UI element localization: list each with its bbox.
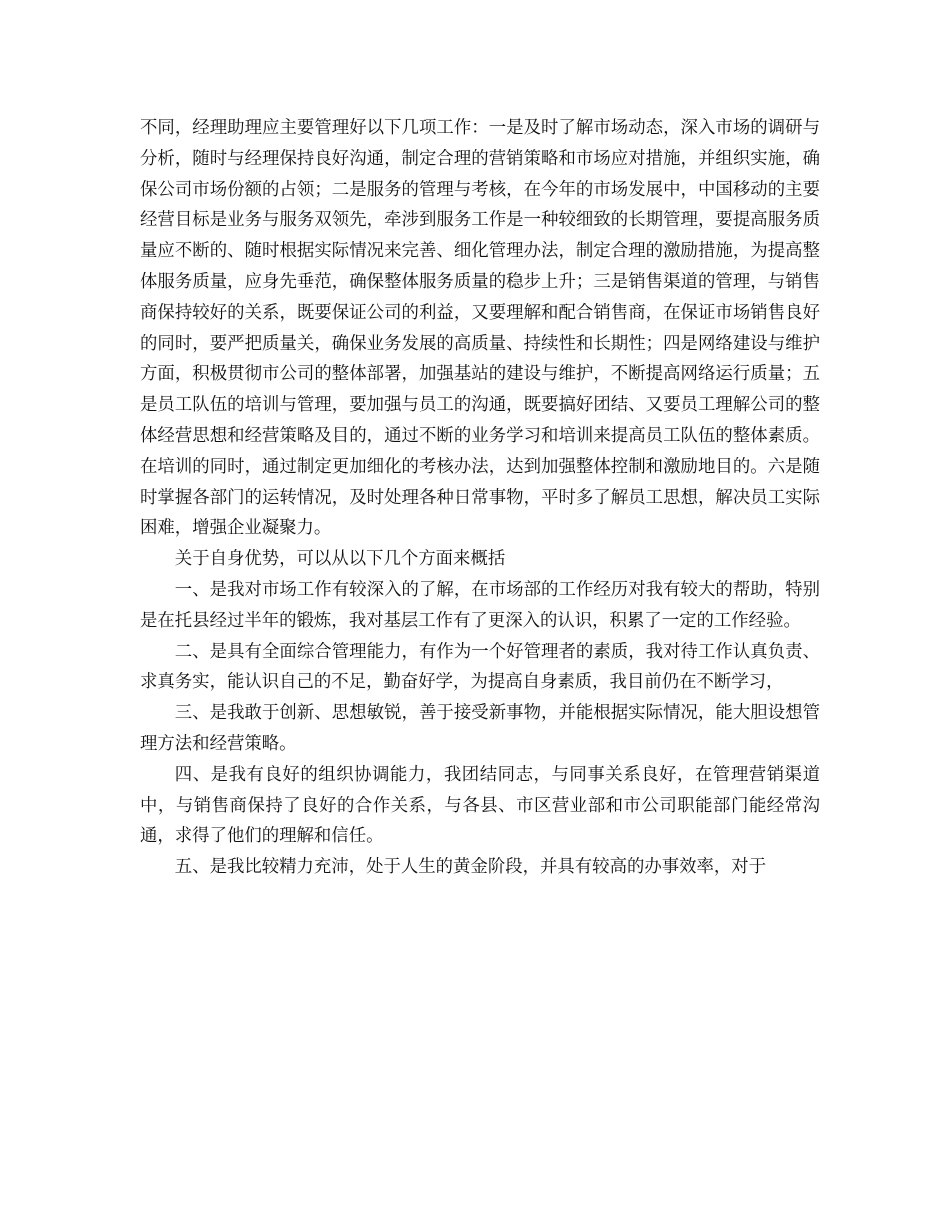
document-body bbox=[140, 113, 820, 883]
paragraph-self-advantages-intro: 关于自身优势，可以从以下几个方面来概括 bbox=[174, 549, 506, 570]
paragraph-advantage-3: 三、是我敢于创新、思想敏锐，善于接受新事物，并能根据实际情况，能大胆设想管理方法和经营策略。 bbox=[140, 703, 820, 754]
paragraph-advantage-4: 四、是我有良好的组织协调能力，我团结同志，与同事关系良好，在管理营销渠道中，与销售商保持了良好的合作关系，与各县、市区营业部和市公司职能部门能经常沟通，求得了他们的理解和信任。 bbox=[140, 764, 820, 847]
paragraph-advantage-5: 五、是我比较精力充沛，处于人生的黄金阶段，并具有较高的办事效率，对于 bbox=[174, 857, 767, 878]
paragraph-advantage-1: 一、是我对市场工作有较深入的了解，在市场部的工作经历对我有较大的帮助，特别是在托县经过半年的锻炼，我对基层工作有了更深入的认识，积累了一定的工作经验。 bbox=[140, 579, 820, 631]
paragraph-continued: 不同，经理助理应主要管理好以下几项工作：一是及时了解市场动态，深入市场的调研与分析，随时与经理保持良好沟通，制定合理的营销策略和市场应对措施，并组织实施，确保公司市场份额的占领；二是服务的管理与考核，在今年的市场发展中，中国移动的主要经营目标是业务与服务双领先，牵涉到服务工作是一种较细致的长期管理，要提高服务质量应不断的、随时根据实际情况来完善、细化管理办法，制定合理的激励措施，为提高整体服务质量，应身先垂范，确保整体服务质量的稳步上升；三是销售渠道的管理，与销售商保持较好的关系，既要保证公司的利益，又要理解和配合销售商，在保证市场销售良好的同时，要严把质量关，确保业务发展的高质量、持续性和长期性；四是网络建设与维护方面，积极贯彻市公司的整体部署，加强基站的建设与维护，不断提高网络运行质量；五是员工队伍的培训与管理，要加强与员工的沟通，既要搞好团结、又要员工理解公司的整体经营思想和经营策略及目的，通过不断的业务学习和培训来提高员工队伍的整体素质。在培训的同时，通过制定更加细化的考核办法，达到加强整体控制和激励地目的。六是随时掌握各部门的运转情况，及时处理各种日常事物，平时多了解员工思想，解决员工实际困难，增强企业凝聚力。 bbox=[140, 118, 820, 539]
paragraph-advantage-2: 二、是具有全面综合管理能力，有作为一个好管理者的素质，我对待工作认真负责、求真务实，能认识自己的不足，勤奋好学，为提高自身素质，我目前仍在不断学习， bbox=[140, 641, 820, 693]
